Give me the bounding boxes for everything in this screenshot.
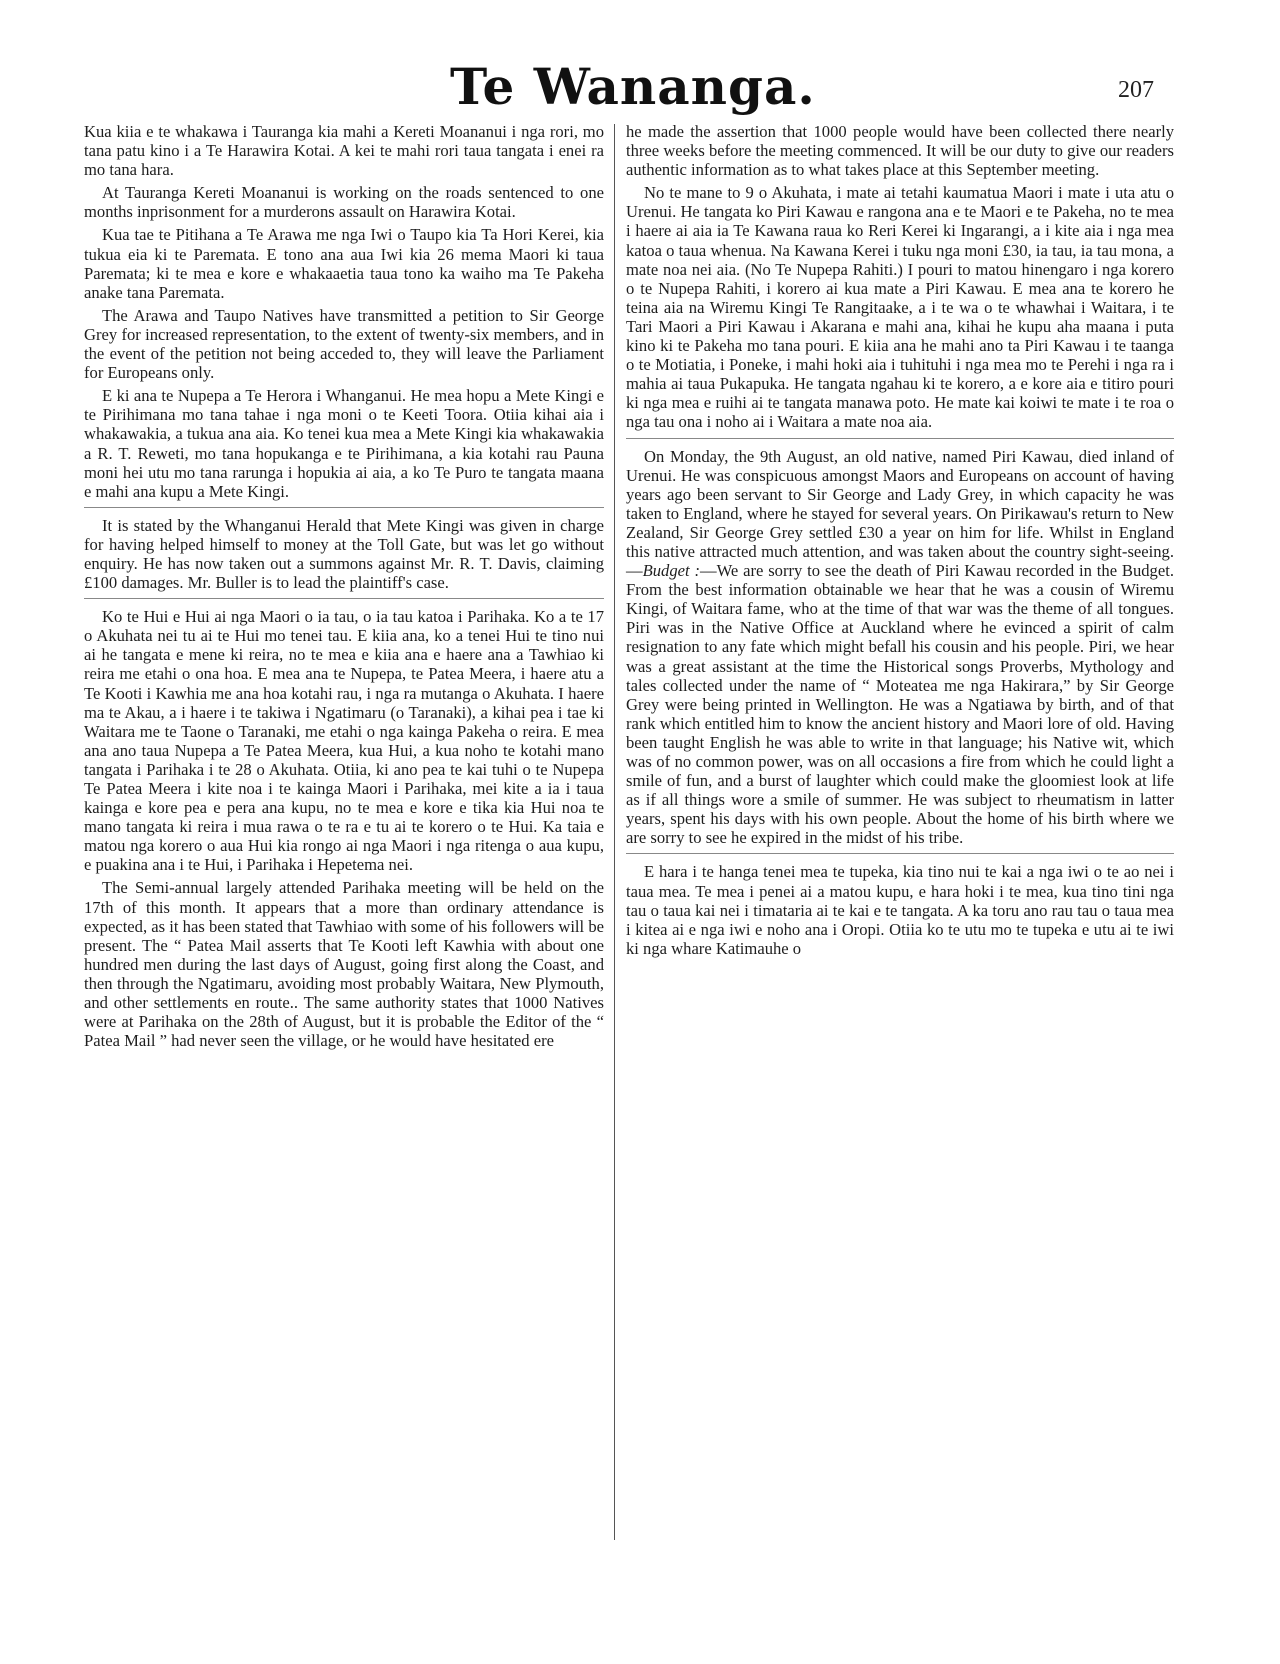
article-paragraph: It is stated by the Whanganui Herald that Mete Kingi was given in charge for having helped himself to money at the Toll Gate, but was let go without enquiry. He has now taken out a summons against Mr. R. T. Davis, claiming £100 damages. Mr. Buller is to lead the plaintiff's case. — [84, 515, 604, 593]
article-separator — [84, 507, 604, 508]
article-paragraph — [626, 447, 1174, 848]
article-paragraph: E hara i te hanga tenei mea te tupeka, kia tino nui te kai a nga iwi o te ao nei i taua mea. Te mea i penei ai a matou kupu, e hara hoki i te mea, kua tino tini nga tau o taua kai nei i timataria ai te kai e te tangata. A ka toru ano rau tau o taua mea i kitea ai e nga iwi e noho ana i Oropi. Otiia ko te utu mo te tupeka e utu ai te iwi ki nga whare Katimauhe o — [626, 862, 1174, 958]
article-paragraph: The Arawa and Taupo Natives have transmitted a petition to Sir George Grey for increased representation, to the extent of twenty-six members, and in the event of the petition not being acceded to, they will leave the Parliament for Europeans only. — [84, 305, 604, 383]
page-number: 207 — [1118, 77, 1154, 103]
article-paragraph: Kua tae te Pitihana a Te Arawa me nga Iwi o Taupo kia Ta Hori Kerei, kia tukua eia ki te Paremata. E tono ana aua Iwi kia 26 mema Maori ki taua Paremata; ki te mea e kore e whakaaetia taua tono ka waiho ma Te Pakeha anake tana Paremata. — [84, 225, 604, 302]
column-rule — [614, 124, 615, 1540]
article-separator — [626, 438, 1174, 439]
right-column — [626, 122, 1174, 962]
left-column — [84, 122, 604, 1054]
article-paragraph: The Semi-annual largely attended Parihaka meeting will be held on the 17th of this month. It appears that a more than ordinary attendance is expected, as it has been stated that Tawhiao with some of his followers will be present. The “ Patea Mail asserts that Te Kooti left Kawhia with about one hundred men during the last days of August, going first along the Coast, and then through the Ngatimaru, avoiding most probably Waitara, New Plymouth, and other settlements en route.. The same authority states that 1000 Natives were at Parihaka on the 28th of August, but it is probable the Editor of the “ Patea Mail ” had never seen the village, or he would have hesitated ere — [84, 878, 604, 1051]
article-paragraph: E ki ana te Nupepa a Te Herora i Whanganui. He mea hopu a Mete Kingi e te Pirihimana mo tana tahae i nga moni o te Keeti Toora. Otiia kihai aia i whakawakia, a tukua ana aia. Ko tenei kua mea a Mete Kingi kia whakawakia a R. T. Reweti, mo tana hopukanga e te Pirihimana, a kia kotahi rau Pauna moni hei utu mo tana rarunga i hopukia ai aia, a ko Te Puro te tangata maana e mahi ana kupu a Mete Kingi. — [84, 386, 604, 501]
article-paragraph: No te mane to 9 o Akuhata, i mate ai tetahi kaumatua Maori i mate i uta atu o Urenui. He tangata ko Piri Kawau e rangona ana e te Maori e te Pakeha, no te mea i haere ai aia ia Te Kawana raua ko Reri Kerei ki Ingarangi, a i kite aia i nga mea katoa o taua whenua. Na Kawana Kerei i tuku nga moni £30, ia tau, ia tau mona, a mate noa nei aia. (No Te Nupepa Rahiti.) I pouri to matou hinengaro i nga korero o te Nupepa Rahiti, i korero ai kua mate a Piri Kawau. E mea ana te korero he teina aia na Wiremu Kingi Te Rangitaake, a i te wa o te whawhai i Waitara, i te Tari Maori a Piri Kawau i Akarana e mahi ana, kihai he kupu aha maana i puta kino ki te Pakeha mo tana pouri. E kiia ana he mahi ano ta Piri Kawau i te taanga o te Motiatia, i Poneke, i mahi hoki aia i tuhituhi i nga mea mo te Perehi i nga ra i mahia ai taua Pukapuka. He tangata ngahau ki te korero, a e kore aia e titiro pouri ki nga mea e ruihi ai te tangata manawa poto. He mate kai koiwi te mate i te roa o nga tau ona i noho ai i Waitara a mate noa aia. — [626, 183, 1174, 432]
masthead — [0, 58, 1280, 120]
paragraph-text: On Monday, the 9th August, an old native, named Piri Kawau, died inland of Urenui. He was conspicuous amongst Maors and Europeans on account of having years ago been servant to Sir George and Lady Grey, in which capacity he was taken to England, where he stayed for several years. On Pirikawau's return to New Zealand, Sir George Grey settled £30 a year on him for life. Whilst in England this native attracted much attention, and was taken about the country sight-seeing.— — [626, 446, 1174, 581]
article-paragraph: Ko te Hui e Hui ai nga Maori o ia tau, o ia tau katoa i Parihaka. Ko a te 17 o Akuhata nei tu ai te Hui mo tenei tau. E kiia ana, ko a tenei Hui te tino nui ai he tangata e mene ki reira, no te mea e kiia ana e haere ana a Tawhiao ki reira me etahi o ona hoa. E mea ana te Nupepa, te Patea Meera, i haere atu a Te Kooti i Kawhia me ana hoa kotahi rau, i nga ra mutanga o Akuhata. I haere ma te Akau, a i haere i te takiwa i Ngatimaru (o Taranaki), a kihai pea i tae ki Waitara me te Taone o Taranaki, me etahi o nga kainga Pakeha o reira. E mea ana ano taua Nupepa a Te Patea Meera, kua Hui, a kua noho te kotahi mano tangata i Parihaka i te 28 o Akuhata. Otiia, ki ano pea te kai tuhi o te Nupepa Te Patea Meera i kite noa i te kainga Maori i Parihaka, mei kite a ia i taua kainga e kore pea e pera ana kupu, no te mea e kore e tika kia Hui noa te mano tangata ki reira i mua rawa o te ra e tu ai te korero o te Hui. Ka taia e matou nga korero o aua Hui kia rongo ai nga Maori i nga ritenga o aua kupu, e puakina ana i te Hui, i Parihaka i Hepetema nei. — [84, 607, 604, 875]
paragraph-text: —We are sorry to see the death of Piri Kawau recorded in the Budget. From the best information obtainable we hear that he was a cousin of Wiremu Kingi, of Waitara fame, who at the time of that war was the theme of all tongues. Piri was in the Native Office at Auckland where he evinced a spirit of calm resignation to any fate which might befall his cousin and his people. Piri, we hear was a great assistant at the time the Historical songs Proverbs, Mythology and tales collected under the name of “ Moteatea me nga Hakirara,” by Sir George Grey were being printed in Wellington. He was a Ngatiawa by birth, and of that rank which entitled him to know the ancient history and Maori lore of old. Having been taught English he was able to write in that language; his Native wit, which was of no common power, was on all occasions a fire from which he could light a smile of fun, and a burst of laughter which could make the gloomiest look at life as if all things wore a smile of summer. He was subject to rheumatism in latter years, spent his days with his own people. About the home of his birth where we are sorry to see he expired in the midst of his tribe. — [626, 561, 1174, 848]
article-separator — [626, 853, 1174, 854]
article-paragraph: Kua kiia e te whakawa i Tauranga kia mahi a Kereti Moananui i nga rori, mo tana patu kino i a Te Harawira Kotai. A kei te mahi rori taua tangata i enei ra mo tana hara. — [84, 122, 604, 180]
source-citation: Budget : — [642, 561, 700, 581]
article-paragraph: At Tauranga Kereti Moananui is working on the roads sentenced to one months inprisonment for a murderons assault on Harawira Kotai. — [84, 183, 604, 222]
article-paragraph: he made the assertion that 1000 people would have been collected there nearly three weeks before the meeting commenced. It will be our duty to give our readers authentic information as to what takes place at this September meeting. — [626, 122, 1174, 180]
article-separator — [84, 598, 604, 599]
newspaper-title: Te Wananga. — [450, 57, 816, 116]
